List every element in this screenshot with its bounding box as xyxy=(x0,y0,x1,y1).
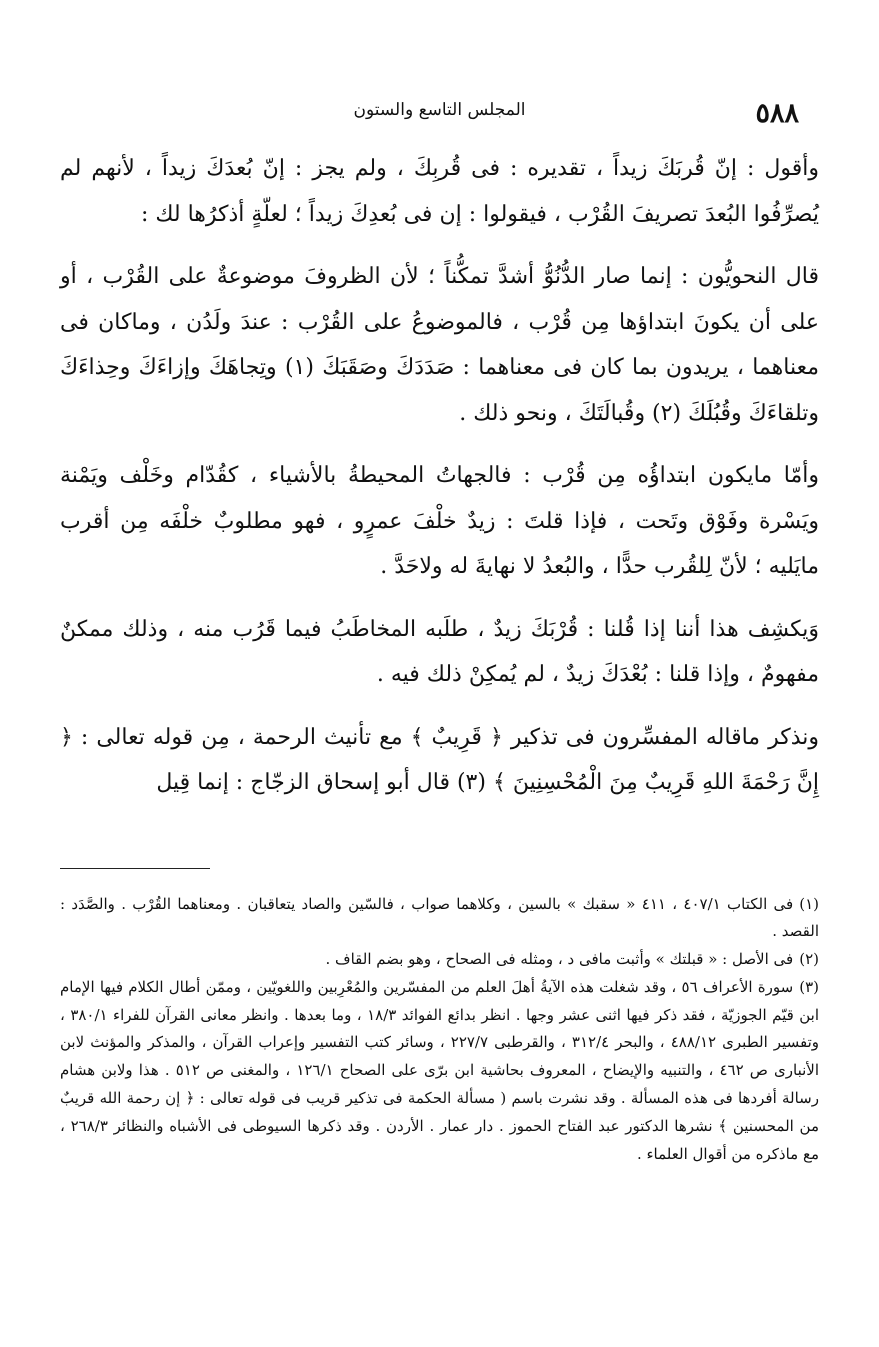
footnote-number: (١) xyxy=(799,894,820,913)
footnote-text: فى الكتاب ٤٠٧/١ ، ٤١١ « سقبك » بالسين ، وكلاهما صواب ، فالسّين والصاد يتعاقبان . ومعناهما القُرْب . والصَّدَد : القصد . xyxy=(60,894,819,941)
paragraph-5: ونذكر ماقاله المفسِّرون فى تذكير ﴿ قَرِيبٌ ﴾ مع تأنيث الرحمة ، مِن قوله تعالى : ﴿ إِنَّ رَحْمَةَ اللهِ قَرِيبٌ مِنَ الْمُحْسِنِينَ ﴾ (٣) قال أبو إسحاق الزجّاج : إنما قِيل xyxy=(60,724,819,795)
main-text xyxy=(60,146,819,806)
footnote-number: (٢) xyxy=(799,950,819,969)
running-title: المجلس التاسع والستون xyxy=(353,100,526,120)
footnote-1 xyxy=(60,891,819,947)
footnotes xyxy=(60,891,819,1169)
page-header xyxy=(60,92,819,132)
footnote-text: فى الأصل : « قبلتك » وأثبت مافى د ، ومثله فى الصحاح ، وهو بضم القاف . xyxy=(325,950,794,969)
paragraph-1: وأقول : إنّ قُربَكَ زيداً ، تقديره : فى قُربِكَ ، ولم يجز : إنّ بُعدَكَ زيداً ، لأنهم لم يُصرِّفُوا البُعدَ تصريفَ القُرْب ، فيقولوا : إن فى بُعدِكَ زيداً ؛ لعلّةٍ أذكرُها لك : xyxy=(60,156,819,227)
footnote-number: (٣) xyxy=(799,977,820,996)
paragraph-2: قال النحويُّون : إنما صار الدُّنُوُّ أشدَّ تمكُّناً ؛ لأن الظروفَ موضوعةٌ على القُرْب ، أو على أن يكونَ ابتداؤها مِن قُرْب ، فالموضوعُ على القُرْب : عندَ ولَدُن ، وماكان فى معناهما ، يريدون بما كان فى معناهما : صَدَدَكَ وصَقَبَكَ (١) وتِجاهَكَ وإزاءَكَ وحِذاءَكَ وتلقاءَكَ وقُبُلَكَ (٢) وقُبالَتَكَ ، ونحو ذلك . xyxy=(60,264,819,426)
footnote-divider xyxy=(60,868,210,869)
footnote-3 xyxy=(60,974,819,1169)
paragraph-3: وأمّا مايكون ابتداؤُه مِن قُرْب : فالجهاتُ المحيطةُ بالأشياء ، كقُدّام وخَلْف ويَمْنة ويَسْرة وفَوْق وتَحت ، فإذا قلتَ : زيدٌ خلْفَ عمرٍو ، فهو مطلوبٌ خلْفَه مِن أقرب مايَليه ؛ لأنّ لِلقُرب حدًّا ، والبُعدُ لا نهايةَ له ولاحَدَّ . xyxy=(60,463,819,579)
footnote-2 xyxy=(60,946,819,974)
footnote-text: سورة الأعراف ٥٦ ، وقد شغلت هذه الآيةُ أهلَ العلم من المفسّرين والمُعْرِبين واللغويّين ، وممّن أطال الكلام فيها الإمام ابن قيّم الجوزيّة ، فقد ذكر فيها اثنى عشر وجها . انظر بدائع الفوائد ١٨/٣ ، وما بعدها . وانظر معانى القرآن للفراء ٣٨٠/١ ، وتفسير الطبرى ٤٨٨/١٢ ، والبحر ٣١٢/٤ ، والقرطبى ٢٢٧/٧ ، وسائر كتب التفسير وإعراب القرآن ، والمذكر والمؤنث لابن الأنبارى ص ٤٦٢ ، والتنبيه والإيضاح ، المعروف بحاشية ابن برّى على الصحاح ١٢٦/١ ، والمغنى ص ٥١٢ . هذا ولابن هشام رسالة أفردها فى هذه المسألة . وقد نشرت باسم ( مسألة الحكمة فى تذكير قريب فى قوله تعالى : ﴿ إن رحمة الله قريبٌ من المحسنين ﴾ نشرها الدكتور عبد الفتاح الحموز . دار عمار . الأردن . وقد ذكرها السيوطى فى الأشباه والنظائر ٢٦٨/٣ ، مع ماذكره من أقوال العلماء . xyxy=(60,977,820,1163)
paragraph-4: وَيكشِف هذا أننا إذا قُلنا : قُرْبَكَ زيدٌ ، طلَبه المخاطَبُ فيما قَرُب منه ، وذلك ممكنٌ مفهومٌ ، وإذا قلنا : بُعْدَكَ زيدٌ ، لم يُمكِنْ ذلك فيه . xyxy=(60,616,819,687)
page-number: ٥٨٨ xyxy=(755,98,799,129)
